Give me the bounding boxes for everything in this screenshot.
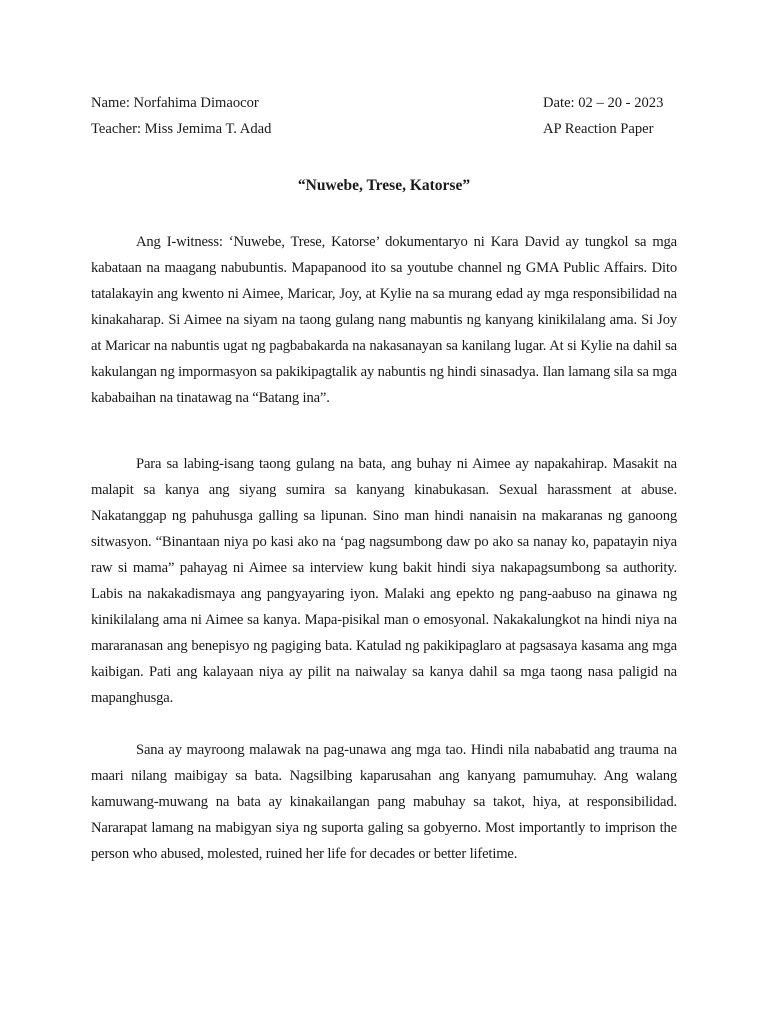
teacher-name: Teacher: Miss Jemima T. Adad xyxy=(91,121,272,137)
paragraph-3: Sana ay mayroong malawak na pag-unawa ang mga tao. Hindi nila nababatid ang trauma na maari nilang maibigay sa bata. Nagsilbing kaparusahan ang kanyang pamumuhay. Ang walang kamuwang-muwang na bata ay kinakailangan pang mabuhay sa takot, hiya, at responsibilidad. Nararapat lamang na mabigyan siya ng suporta galing sa gobyerno. Most importantly to imprison the person who abused, molested, ruined her life for decades or better lifetime. xyxy=(91,742,677,862)
paragraph-1: Ang I-witness: ‘Nuwebe, Trese, Katorse’ dokumentaryo ni Kara David ay tungkol sa mga kabataan na maagang nabubuntis. Mapapanood ito sa youtube channel ng GMA Public Affairs. Dito tatalakayin ang kwento ni Aimee, Maricar, Joy, at Kylie na sa murang edad ay mga responsibilidad na kinakaharap. Si Aimee na siyam na taong gulang nang mabuntis ng kanyang kinikilalang ama. Si Joy at Maricar na nabuntis ugat ng pagbabakarda na nakasanayan sa kanilang lugar. At si Kylie na dahil sa kakulangan ng impormasyon sa pakikipagtalik ay nabuntis ng hindi sinasadya. Ilan lamang sila sa mga kababaihan na tinatawag na “Batang ina”. xyxy=(91,234,677,406)
date: Date: 02 – 20 - 2023 xyxy=(543,95,664,111)
student-name: Name: Norfahima Dimaocor xyxy=(91,95,259,111)
paragraph-2: Para sa labing-isang taong gulang na bata, ang buhay ni Aimee ay napakahirap. Masakit na malapit sa kanya ang siyang sumira sa kanyang kinabukasan. Sexual harassment at abuse. Nakatanggap ng pahuhusga galling sa lipunan. Sino man hindi nanaisin na makaranas ng ganoong sitwasyon. “Binantaan niya po kasi ako na ‘pag nagsumbong daw po ako sa nanay ko, papatayin niya raw si mama” pahayag ni Aimee sa interview kung bakit hindi siya nakapagsumbong sa authority. Labis na nakakadismaya ang pangyayaring iyon. Malaki ang epekto ng pang-aabuso na ginawa ng kinikilalang ama ni Aimee sa kanya. Mapa-pisikal man o emosyonal. Nakakalungkot na hindi niya na mararanasan ang benepisyo ng pagiging bata. Katulad ng pakikipaglaro at pagsasaya kasama ang mga kaibigan. Pati ang kalayaan niya ay pilit na naiwalay sa kanya dahil sa mga taong nasa paligid na mapanghusga. xyxy=(91,456,677,706)
paper-type: AP Reaction Paper xyxy=(543,121,654,137)
document-title: “Nuwebe, Trese, Katorse” xyxy=(297,177,471,194)
